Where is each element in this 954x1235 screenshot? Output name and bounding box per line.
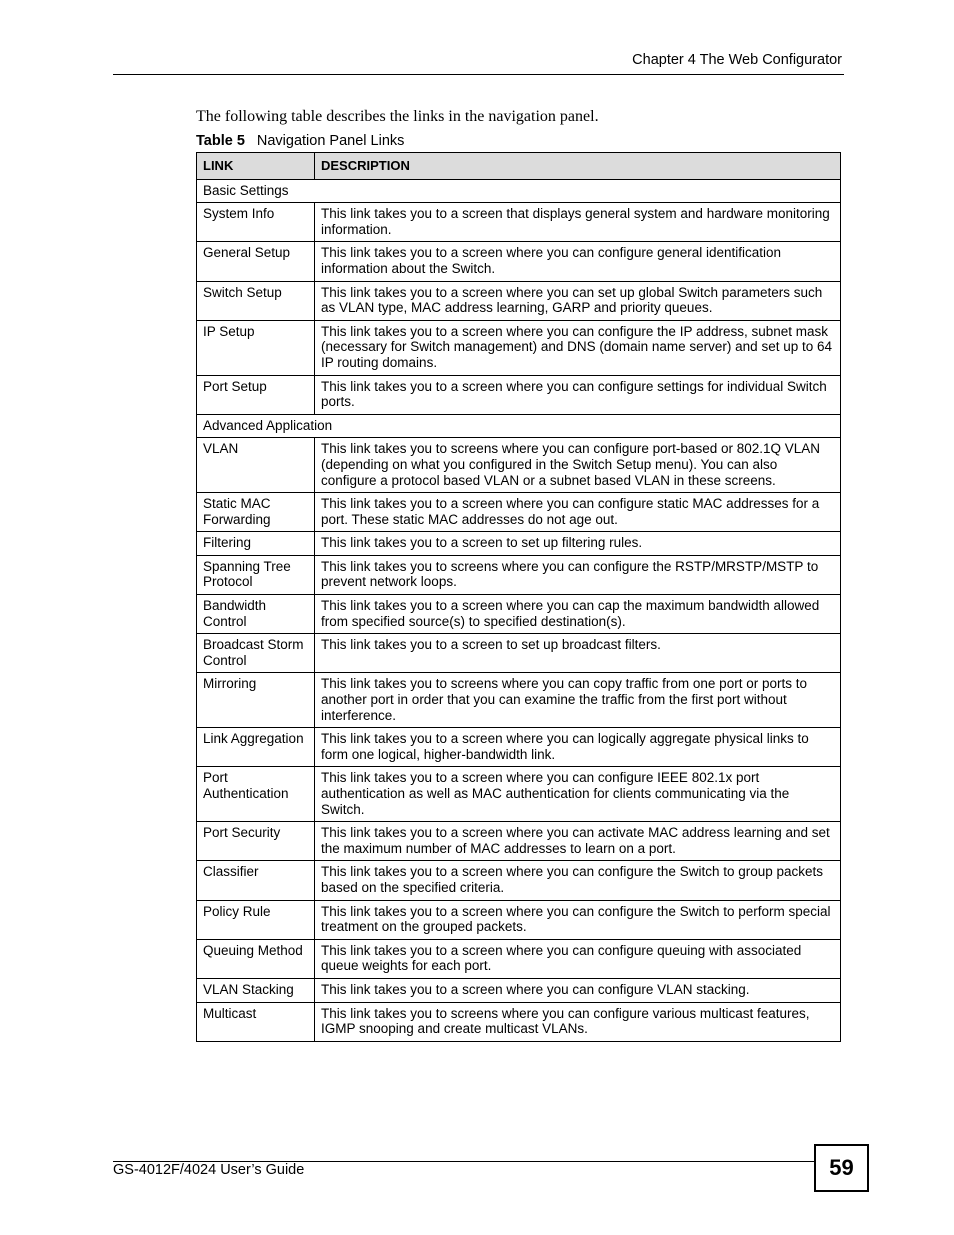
description-cell: This link takes you to a screen where you can configure general identification information about the Switch. <box>315 242 841 281</box>
table-row <box>197 978 841 1002</box>
link-cell: Classifier <box>197 861 315 900</box>
table-header-row <box>197 153 841 180</box>
link-cell: Multicast <box>197 1002 315 1041</box>
intro-paragraph: The following table describes the links in the navigation panel. <box>196 108 599 125</box>
table-row <box>197 532 841 556</box>
section-label: Basic Settings <box>197 179 841 203</box>
description-cell: This link takes you to a screen where you can activate MAC address learning and set the maximum number of MAC addresses to learn on a port. <box>315 822 841 861</box>
table-row <box>197 673 841 728</box>
table-row <box>197 320 841 375</box>
link-cell: Queuing Method <box>197 939 315 978</box>
table-row <box>197 767 841 822</box>
table-row <box>197 939 841 978</box>
table-row <box>197 242 841 281</box>
description-cell: This link takes you to a screen that displays general system and hardware monitoring information. <box>315 203 841 242</box>
description-cell: This link takes you to a screen where you can configure static MAC addresses for a port. These static MAC addresses do not age out. <box>315 493 841 532</box>
table-row <box>197 861 841 900</box>
link-cell: Static MAC Forwarding <box>197 493 315 532</box>
description-cell: This link takes you to screens where you can configure the RSTP/MRSTP/MSTP to prevent network loops. <box>315 555 841 594</box>
description-cell: This link takes you to a screen where you can configure IEEE 802.1x port authentication as well as MAC authentication for clients communicating via the Switch. <box>315 767 841 822</box>
table-row <box>197 555 841 594</box>
description-cell: This link takes you to a screen to set up broadcast filters. <box>315 634 841 673</box>
link-cell: Broadcast Storm Control <box>197 634 315 673</box>
description-cell: This link takes you to a screen where you can configure queuing with associated queue weights for each port. <box>315 939 841 978</box>
column-header-link: LINK <box>197 153 315 180</box>
description-cell: This link takes you to a screen to set up filtering rules. <box>315 532 841 556</box>
header-rule <box>113 74 844 75</box>
link-cell: System Info <box>197 203 315 242</box>
description-cell: This link takes you to screens where you can copy traffic from one port or ports to another port in order that you can examine the traffic from the first port without interference. <box>315 673 841 728</box>
description-cell: This link takes you to a screen where you can configure VLAN stacking. <box>315 978 841 1002</box>
description-cell: This link takes you to a screen where you can configure the Switch to group packets based on the specified criteria. <box>315 861 841 900</box>
section-row-advanced-application <box>197 414 841 438</box>
table-row <box>197 203 841 242</box>
description-cell: This link takes you to screens where you can configure various multicast features, IGMP snooping and create multicast VLANs. <box>315 1002 841 1041</box>
link-cell: Link Aggregation <box>197 728 315 767</box>
description-cell: This link takes you to a screen where you can logically aggregate physical links to form one logical, higher-bandwidth link. <box>315 728 841 767</box>
link-cell: Port Authentication <box>197 767 315 822</box>
description-cell: This link takes you to a screen where you can cap the maximum bandwidth allowed from specified source(s) to specified destination(s). <box>315 595 841 634</box>
table-body <box>197 179 841 1041</box>
table-row <box>197 900 841 939</box>
link-cell: IP Setup <box>197 320 315 375</box>
description-cell: This link takes you to a screen where you can configure the IP address, subnet mask (necessary for Switch management) and DNS (domain name server) and set up to 64 IP routing domains. <box>315 320 841 375</box>
table-row <box>197 634 841 673</box>
link-cell: Mirroring <box>197 673 315 728</box>
column-header-description: DESCRIPTION <box>315 153 841 180</box>
description-cell: This link takes you to a screen where you can set up global Switch parameters such as VLAN type, MAC address learning, GARP and priority queues. <box>315 281 841 320</box>
table-row <box>197 375 841 414</box>
table-row <box>197 728 841 767</box>
page-number: 59 <box>814 1144 869 1192</box>
link-cell: Policy Rule <box>197 900 315 939</box>
table-row <box>197 822 841 861</box>
table-row <box>197 493 841 532</box>
link-cell: Filtering <box>197 532 315 556</box>
description-cell: This link takes you to a screen where you can configure settings for individual Switch ports. <box>315 375 841 414</box>
link-cell: Spanning Tree Protocol <box>197 555 315 594</box>
link-cell: VLAN Stacking <box>197 978 315 1002</box>
link-cell: General Setup <box>197 242 315 281</box>
table-row <box>197 1002 841 1041</box>
table-row <box>197 281 841 320</box>
link-cell: Port Security <box>197 822 315 861</box>
link-cell: Bandwidth Control <box>197 595 315 634</box>
description-cell: This link takes you to screens where you can configure port-based or 802.1Q VLAN (depending on what you configured in the Switch Setup menu). You can also configure a protocol based VLAN or a subnet based VLAN in these screens. <box>315 438 841 493</box>
navigation-links-table <box>196 152 841 1042</box>
table-caption-label: Table 5 <box>196 133 245 149</box>
section-label: Advanced Application <box>197 414 841 438</box>
chapter-header: Chapter 4 The Web Configurator <box>632 52 842 68</box>
link-cell: Switch Setup <box>197 281 315 320</box>
table-caption <box>196 133 404 149</box>
section-row-basic-settings <box>197 179 841 203</box>
guide-title: GS-4012F/4024 User’s Guide <box>113 1162 305 1178</box>
table-row <box>197 595 841 634</box>
description-cell: This link takes you to a screen where you can configure the Switch to perform special treatment on the grouped packets. <box>315 900 841 939</box>
link-cell: VLAN <box>197 438 315 493</box>
link-cell: Port Setup <box>197 375 315 414</box>
table-caption-title: Navigation Panel Links <box>256 133 405 149</box>
table-row <box>197 438 841 493</box>
